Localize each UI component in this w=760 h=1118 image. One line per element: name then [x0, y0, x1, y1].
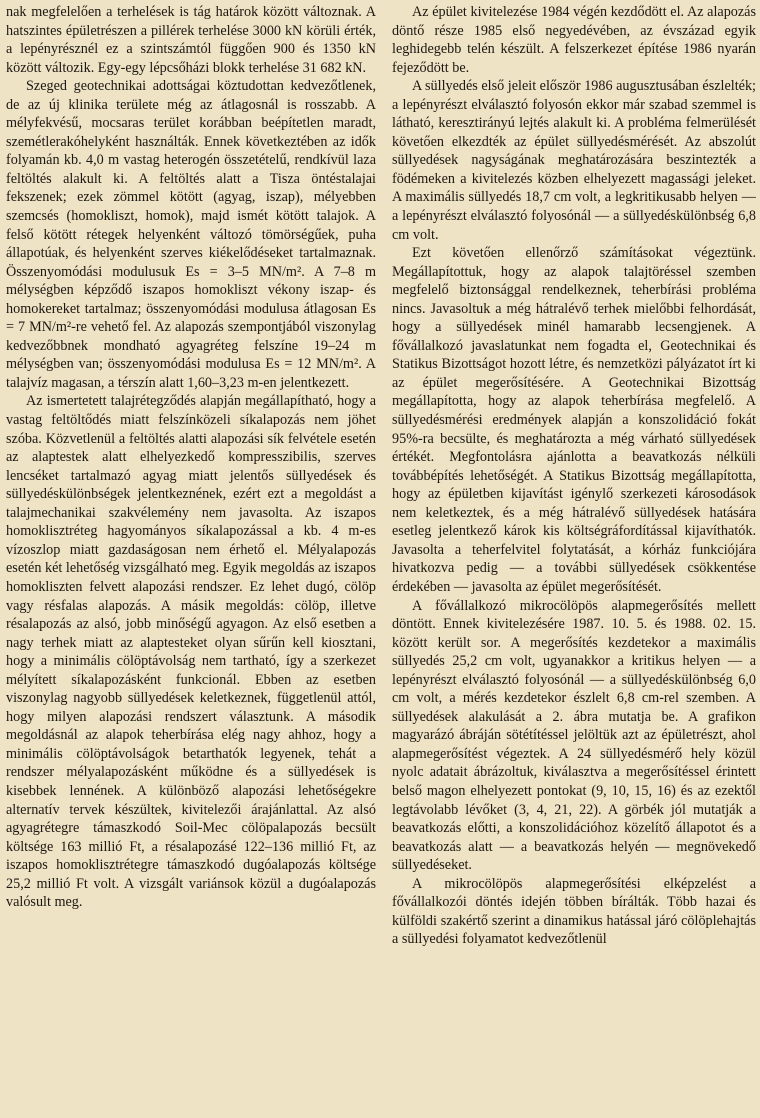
paragraph-geotechnical-conditions: Szeged geotechnikai adottságai köztudottan kedvezőtlenek, de az új klinika területe még az átlagosnál is rosszabb. A mélyfekvésű, mocsaras terület korábban beépítetlen maradt, szemétlerakóhelyként használták. Ennek következtében az idők folyamán kb. 4,0 m vastag heterogén összetételű, rendkívül laza feltöltés alakult ki. A feltöltés alatt a Tisza öntéstalajai fekszenek; ezek zömmel kötött (agyag, iszap), mélyebben szemcsés (homokliszt, homok), majd ismét kötött talajok. A felső kötött rétegek helyenként változó tömörségűek, puha állapotúak, és helyenként szerves kiékelődéseket tartalmaznak. Összenyomódási modulusuk Es = 3–5 MN/m². A 7–8 m mélységben képződő iszapos homokliszt vékony iszap- és homokereket tartalmaz; összenyomódási modulusa átlagosan Es = 7 MN/m²-re vehető fel. Az alapozás szempontjából viszonylag kedvezőbbnek mondható agyagréteg felszíne 19–24 m mélységben van; összenyomódási modulusa Es = 12 MN/m². A talajvíz magasan, a térszín alatt 1,60–3,23 m-en jelentkezett.	[6, 78, 376, 391]
right-column	[392, 3, 756, 949]
paragraph-foundation-options: Az ismertetett talajrétegződés alapján megállapítható, hogy a vastag feltöltődés miatt felszínközeli síkalapozás nem jöhet szóba. Közvetlenül a feltöltés alatti alapozási sík felvétele esetén az alaptestek alatt elhelyezkedő kompresszibilis, szerves lencséket tartalmazó agyag miatt jelentős süllyedések és süllyedéskülönbségek jelentkeznének, ezért ezt a megoldást a talajmechanikai szakvélemény nem javasolta. Az iszapos homoklisztréteg hagyományos síkalapozással a kb. 4 m-es vízoszlop miatt gazdaságosan nem érhető el. Mélyalapozás esetén két lehetőség vizsgálható meg. Egyik megoldás az iszapos homokliszten felvett alapozási rendszer. Ez lehet dugó, cölöp vagy résfalas alapozás. A másik megoldás: cölöp, illetve résalapozás az alsó, jobb minőségű agyagon. Az első esetben a nagy terhek miatt az alaptesteket olyan sűrűn kell kiosztani, hogy a minimális cölöptávolság nem tartható, így a szerkezet mélyített síkalapozásként funkcionál. Ebben az esetben viszonylag nagyobb süllyedések keletkeznek, függetlenül attól, hogy milyen alapozási rendszert választunk. A második megoldásnál az alapok teherbírása elég nagy ahhoz, hogy a minimális cölöptávolságok betarthatók legyenek, tehát a rendszer mélyalapozásként működne és a süllyedések is kisebbek lennének. A különböző alapozási lehetőségekre alternatív tervek készültek, kivitelezői árajánlattal. Az alsó agyagrétegre támaszkodó Soil-Mec cölöpalapozás becsült költsége 163 millió Ft, a résalapozásé 122–136 millió Ft, az iszapos homoklisztrétegre támaszkodó dugóalapozás költsége 25,2 millió Ft volt. A vizsgált variánsok közül a dugóalapozás valósult meg.	[6, 393, 376, 911]
paragraph-micropile-reinforcement: A fővállalkozó mikrocölöpös alapmegerősítés mellett döntött. Ennek kivitelezésére 1987. 10. 5. és 1988. 02. 15. között került sor. A megerősítés kezdetekor a maximális süllyedés 25,2 cm volt, ugyanakkor a kritikus helyen — a lepényrészt elválasztó folyosónál — a süllyedéskülönbség 6,0 cm volt, a mérés kezdetekor észlelt 6,8 cm-rel szemben. A süllyedések alakulását a 2. ábra mutatja be. A grafikon magyarázó ábráján sötétítéssel jelöltük azt az épületrészt, ahol alapmegerősítést végeztek. A 24 süllyedésmérő hely közül nyolc adatait ábrázoltuk, kiválasztva a megerősítéssel érintett belső magon elhelyezett pontokat (9, 10, 15, 16) és az ezektől legtávolabb lévőket (3, 4, 21, 22). A görbék jól mutatják a beavatkozás előtti, a konszolidációhoz közelítő állapotot és a beavatkozás alatt — a beavatkozás helyén — megnövekedő süllyedéseket.	[392, 597, 756, 874]
left-column	[6, 3, 376, 912]
paragraph-verification-calculations: Ezt követően ellenőrző számításokat végeztünk. Megállapítottuk, hogy az alapok talajtöréssel szemben megfelelő biztonsággal rendelkeznek, teherbírási probléma nincs. Javasoltuk a még hátralévő terhek mielőbbi felhordását, hogy a süllyedések minél hamarabb lecsengjenek. A fővállalkozó javaslatunkat nem fogadta el, Geotechnikai és Statikus Bizottságot hozott létre, és nemzetközi pályázatot írt ki az épület megerősítésére. A Geotechnikai Bizottság megállapította, hogy az alapok teherbírása megfelelő. A süllyedésmérési eredmények alapján a konszolidáció fokát 95%-ra becsülte, és meghatározta a még várható süllyedések értékét. Megfontolásra ajánlotta a beavatkozás nélküli továbbépítés lehetőségét. A Statikus Bizottság megállapította, hogy az épületben kijavítást igénylő szerkezeti károsodások nem keletkeztek, és a még hátralévő süllyedések hatására esetleg jelentkező károk kis költségráfordítással kijavíthatók. Javasolta a teherfelvitel folytatását, a kórház funkciójára hivatkozva pedig — a további süllyedések csökkentése érdekében — javasolta az épület megerősítését.	[392, 245, 756, 595]
paragraph-criticism: A mikrocölöpös alapmegerősítési elképzelést a fővállalkozói döntés idején többen bírálták. Több hazai és külföldi szakértő szerint a dinamikus hatással járó cölöplehajtás a süllyedési folyamatot kedvezőtlenül	[392, 875, 756, 948]
paragraph-settlement-observation: A süllyedés első jeleit először 1986 augusztusában észlelték; a lepényrészt elválasztó folyosón ekkor már szabad szemmel is látható, keresztirányú lejtés alakult ki. A probléma felmerülését követően elkezdték az épület süllyedésmérését. Az abszolút süllyedések nagyságának meghatározására beszintezték a födémeken a kivitelezés közben elhelyezett magassági jeleket. A maximális süllyedés 18,7 cm volt, a legkritikusabb helyen — a lepényrészt elválasztó folyosónál — a süllyedéskülönbség 6,8 cm volt.	[392, 78, 756, 243]
paragraph-construction-timeline: Az épület kivitelezése 1984 végén kezdődött el. Az alapozás döntő része 1985 első negyedévében, az évszázad egyik leghidegebb telén készült. A felszerkezet építése 1986 nyarán fejeződött be.	[392, 4, 756, 76]
paragraph-continuation: nak megfelelően a terhelések is tág határok között változnak. A hatszintes épületrészen a pillérek terhelése 3000 kN körüli érték, a lepényrésznél ez a szintszámtól függően 900 és 1350 kN között változik. Egy-egy lépcsőházi blokk terhelése 31 682 kN.	[6, 4, 376, 76]
